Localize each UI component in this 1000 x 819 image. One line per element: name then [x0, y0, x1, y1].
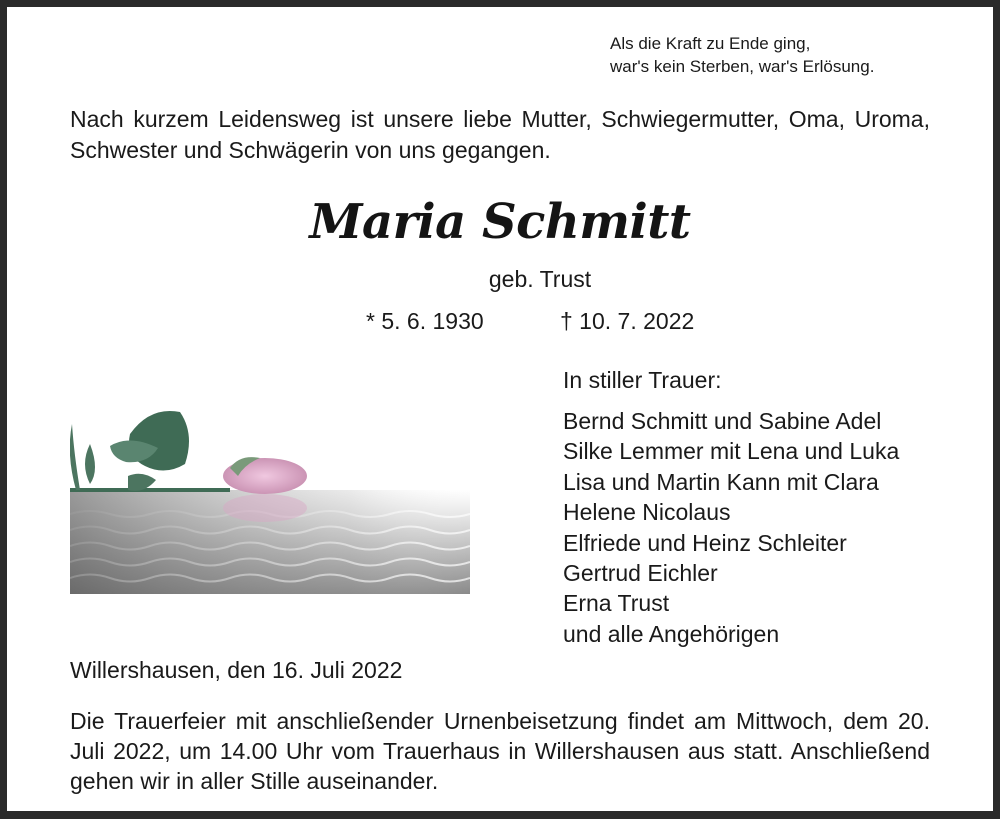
mourners-list — [563, 406, 899, 649]
mourner-item: Gertrud Eichler — [563, 560, 718, 587]
death-date: † 10. 7. 2022 — [560, 308, 695, 334]
funeral-notice: Die Trauerfeier mit anschließender Urnenbeisetzung findet am Mittwoch, dem 20. Juli 2022, um 14.00 Uhr vom Trauerhaus in Willershausen aus statt. Anschließend gehen wir in aller Stille auseinander. — [70, 708, 930, 794]
mourner-item: Silke Lemmer mit Lena und Luka — [563, 438, 900, 465]
leaf-stalk — [70, 424, 80, 490]
mourner-item: Lisa und Martin Kann mit Clara — [563, 468, 879, 495]
deceased-name: Maria Schmitt — [309, 194, 691, 250]
motto-line-1: Als die Kraft zu Ende ging, — [610, 34, 811, 53]
rose-on-water-image — [70, 404, 470, 594]
place-and-date: Willershausen, den 16. Juli 2022 — [70, 657, 403, 683]
intro-text: Nach kurzem Leidensweg ist unsere liebe Mutter, Schwiegermutter, Oma, Uroma, Schwester und Schwägerin von uns gegangen. — [70, 106, 930, 163]
birth-date: * 5. 6. 1930 — [366, 308, 484, 334]
birth-name: geb. Trust — [488, 266, 592, 292]
leaf-large — [129, 411, 189, 471]
leaf-small — [85, 444, 95, 484]
mourner-item: Elfriede und Heinz Schleiter — [563, 529, 847, 556]
mourner-item: Erna Trust — [563, 590, 670, 617]
mourners-heading: In stiller Trauer: — [563, 367, 722, 393]
rose-reflection — [223, 494, 307, 522]
motto — [610, 32, 874, 78]
mourner-item: Helene Nicolaus — [563, 499, 731, 526]
mourner-item: und alle Angehörigen — [563, 620, 780, 647]
motto-line-2: war's kein Sterben, war's Erlösung. — [610, 57, 875, 76]
mourner-item: Bernd Schmitt und Sabine Adel — [563, 408, 882, 434]
